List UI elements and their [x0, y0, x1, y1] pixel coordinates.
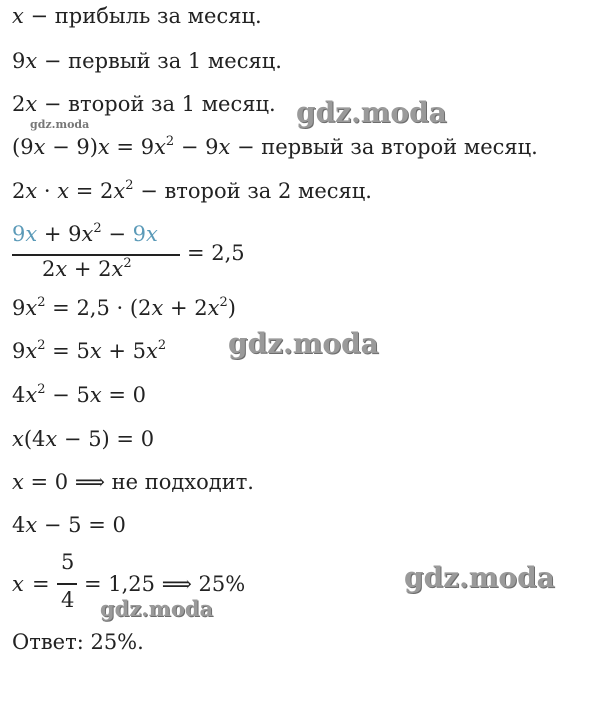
line-quadratic-part: − 5	[45, 383, 90, 407]
line-first-second-month-part: − первый за второй месяц.	[230, 135, 538, 159]
line-equation-expanded-part: )	[227, 296, 236, 320]
line-equation-simplified	[12, 338, 167, 363]
line-first-second-month-part: x	[218, 135, 231, 159]
line-second-second-month-part: x	[113, 179, 126, 203]
line-equation-expanded	[12, 295, 236, 320]
watermark-3: gdz.moda	[404, 561, 555, 594]
line-first-second-month	[12, 134, 538, 159]
line-equation-expanded-part: + 2	[163, 296, 208, 320]
line-quadratic-part: 2	[37, 382, 46, 397]
line-second-second-month-part: x	[25, 179, 38, 203]
ratio-denominator-part: x	[111, 257, 124, 281]
line-first-second-month-part: (9	[12, 135, 34, 159]
line-root-zero-part: x	[12, 470, 24, 494]
line-first-month-one-part: 9	[12, 49, 26, 73]
line-equation-expanded-part: 9	[12, 296, 26, 320]
line-second-month-one-part: x	[25, 92, 38, 116]
solution-rhs: = 1,25 ⟹ 25%	[84, 572, 246, 596]
ratio-numerator-part: 2	[93, 221, 102, 236]
line-equation-expanded-part: 2	[219, 295, 228, 310]
ratio-numerator-part: 9	[12, 222, 26, 246]
ratio-numerator-part: 9	[132, 222, 146, 246]
line-linear-part: x	[25, 513, 38, 537]
ratio-denominator-part: + 2	[67, 257, 112, 281]
line-second-second-month-part: − второй за 2 месяц.	[133, 179, 372, 203]
line-factored-part: x	[45, 427, 58, 451]
line-quadratic-part: x	[25, 383, 38, 407]
ratio-denominator-part: 2	[123, 256, 132, 271]
answer-line	[12, 632, 144, 653]
line-profit-definition-part: x	[12, 4, 24, 28]
ratio-numerator-part: x	[25, 222, 38, 246]
line-equation-simplified-part: 2	[37, 338, 46, 353]
line-profit-definition-part: − прибыль за месяц.	[23, 4, 262, 28]
line-second-month-one-part: − второй за 1 месяц.	[37, 92, 276, 116]
line-factored-part: x	[12, 427, 24, 451]
line-equation-simplified-part: x	[89, 339, 102, 363]
line-second-month-one	[12, 94, 276, 115]
ratio-denominator	[42, 256, 132, 281]
line-quadratic	[12, 382, 146, 407]
line-root-zero-part: не подходит.	[111, 470, 254, 494]
line-root-zero	[12, 472, 254, 493]
line-quadratic-part: 4	[12, 383, 26, 407]
line-first-second-month-part: = 9	[109, 135, 155, 159]
line-equation-expanded-part: x	[25, 296, 38, 320]
ratio-numerator-part: −	[101, 222, 133, 246]
line-equation-expanded-part: x	[151, 296, 164, 320]
line-second-month-one-part: 2	[12, 92, 26, 116]
line-factored-part: (4	[23, 427, 46, 451]
solution-fraction-bar	[57, 583, 77, 585]
line-linear	[12, 515, 126, 536]
line-second-second-month-part: ·	[37, 179, 58, 203]
ratio-numerator-part: x	[145, 222, 158, 246]
line-first-second-month-part: − 9)	[45, 135, 98, 159]
line-equation-expanded-part: x	[207, 296, 220, 320]
line-equation-simplified-part: x	[25, 339, 38, 363]
line-first-second-month-part: − 9	[174, 135, 219, 159]
ratio-denominator-part: x	[55, 257, 68, 281]
line-second-second-month-part: x	[57, 179, 70, 203]
line-quadratic-part: = 0	[101, 383, 146, 407]
line-first-month-one-part: − первый за 1 месяц.	[37, 49, 282, 73]
watermark-small-1: gdz.moda	[30, 118, 90, 131]
line-factored-part: − 5) = 0	[57, 427, 155, 451]
solution-denominator: 4	[61, 588, 75, 612]
line-first-second-month-part: 2	[165, 134, 175, 149]
ratio-fraction-bar	[12, 254, 180, 256]
line-factored	[12, 429, 154, 450]
line-first-second-month-part: x	[33, 135, 46, 159]
watermark-1: gdz.moda	[296, 96, 447, 129]
answer-line-part: Ответ: 25%.	[12, 630, 144, 654]
line-first-month-one	[12, 51, 282, 72]
line-second-second-month-part: 2	[125, 178, 134, 193]
line-quadratic-part: x	[89, 383, 102, 407]
watermark-2: gdz.moda	[228, 327, 379, 360]
ratio-numerator	[12, 221, 158, 246]
ratio-numerator-part: + 9	[37, 222, 82, 246]
line-equation-expanded-part: = 2,5 · (2	[45, 296, 152, 320]
ratio-rhs: = 2,5	[187, 241, 245, 265]
line-equation-simplified-part: = 5	[45, 339, 90, 363]
line-second-second-month	[12, 178, 372, 203]
ratio-denominator-part: 2	[42, 257, 56, 281]
line-equation-simplified-part: 2	[157, 338, 167, 353]
line-linear-part: 4	[12, 513, 26, 537]
line-equation-simplified-part: x	[145, 339, 158, 363]
line-first-second-month-part: x	[97, 135, 110, 159]
line-second-second-month-part: = 2	[69, 179, 114, 203]
solution-numerator: 5	[61, 550, 75, 574]
watermark-4: gdz.moda	[100, 596, 214, 621]
ratio-numerator-part: x	[81, 222, 94, 246]
line-second-second-month-part: 2	[12, 179, 26, 203]
line-root-zero-part: = 0 ⟹	[23, 470, 112, 494]
solution-variable: x	[12, 572, 24, 596]
solution-equals: =	[32, 572, 50, 596]
ratio-equation	[12, 222, 272, 282]
line-first-month-one-part: x	[25, 49, 38, 73]
line-profit-definition	[12, 6, 262, 27]
line-equation-expanded-part: 2	[37, 295, 46, 310]
line-equation-simplified-part: + 5	[101, 339, 146, 363]
line-equation-simplified-part: 9	[12, 339, 26, 363]
line-first-second-month-part: x	[154, 135, 166, 159]
line-linear-part: − 5 = 0	[37, 513, 126, 537]
